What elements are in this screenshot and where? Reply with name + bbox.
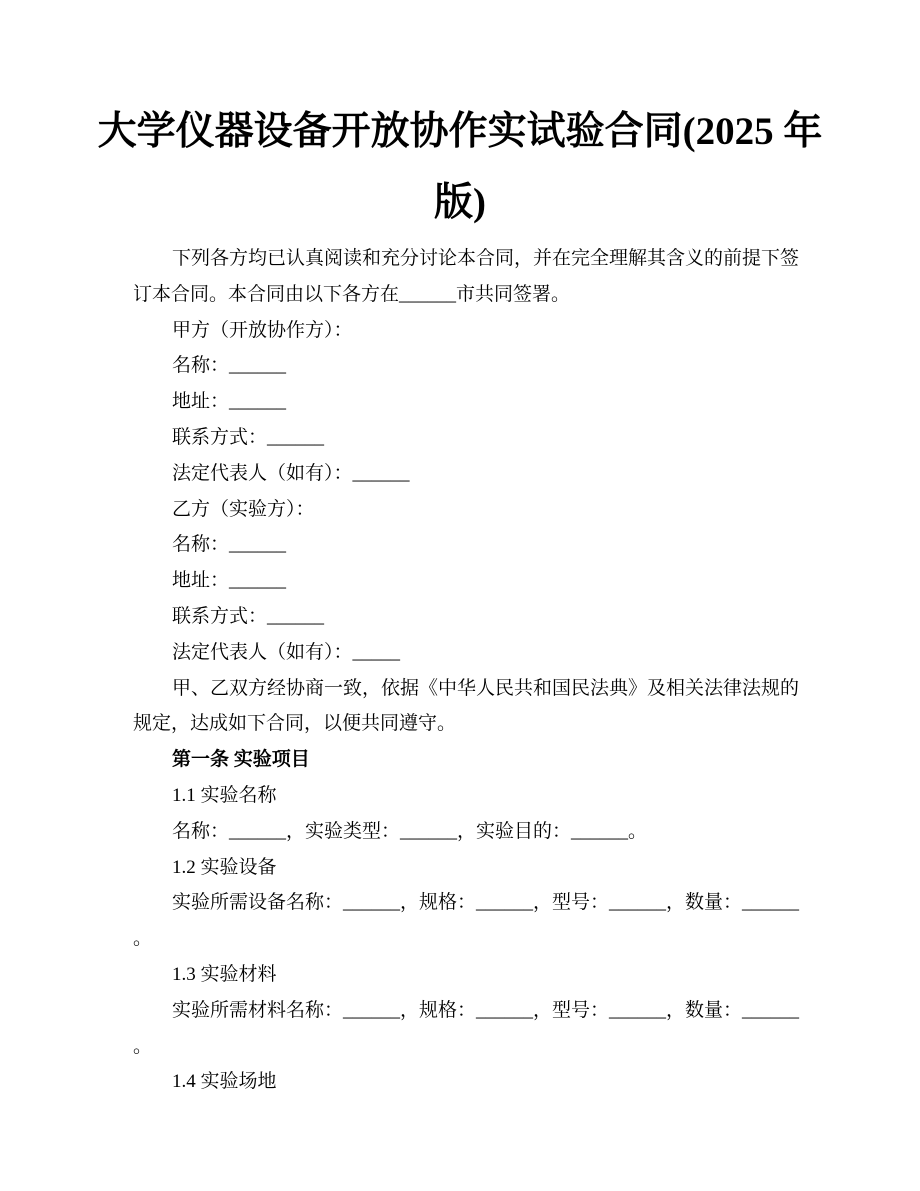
clause-1-3-content-wrap: 。 bbox=[133, 1035, 153, 1057]
party-a-representative-field: 法定代表人（如有）：______ bbox=[172, 462, 410, 484]
party-a-heading: 甲方（开放协作方）： bbox=[172, 319, 353, 341]
party-b-representative-field: 法定代表人（如有）：_____ bbox=[172, 641, 401, 663]
party-b-heading: 乙方（实验方）： bbox=[172, 498, 315, 520]
clause-1-4-heading: 1.4 实验场地 bbox=[172, 1071, 277, 1093]
document-body bbox=[133, 241, 800, 1100]
clause-1-2-heading: 1.2 实验设备 bbox=[172, 856, 277, 878]
party-b-address-field: 地址：______ bbox=[172, 570, 287, 592]
preamble-line-1: 下列各方均已认真阅读和充分讨论本合同，并在完全理解其含义的前提下签 bbox=[172, 248, 800, 269]
party-b-contact-field: 联系方式：______ bbox=[172, 605, 325, 627]
clause-1-2-content-wrap: 。 bbox=[133, 928, 153, 950]
party-a-contact-field: 联系方式：______ bbox=[172, 426, 325, 448]
agreement-basis-line-1: 甲、乙双方经协商一致，依据《中华人民共和国民法典》及相关法律法规的 bbox=[172, 677, 800, 699]
party-a-address-field: 地址：______ bbox=[172, 391, 287, 413]
clause-1-3-content: 实验所需材料名称：______，规格：______，型号：______，数量：______ bbox=[172, 999, 800, 1021]
clause-1-1-heading: 1.1 实验名称 bbox=[172, 784, 277, 806]
clause-1-3-heading: 1.3 实验材料 bbox=[172, 963, 277, 985]
document-title-line-1: 大学仪器设备开放协作实试验合同(2025 年 bbox=[97, 110, 823, 153]
document-title bbox=[0, 0, 920, 238]
document-title-line-2: 版) bbox=[434, 181, 486, 224]
agreement-basis-line-2: 规定，达成如下合同，以便共同遵守。 bbox=[133, 713, 457, 735]
clause-1-1-content: 名称：______，实验类型：______，实验目的：______。 bbox=[172, 820, 648, 842]
party-b-name-field: 名称：______ bbox=[172, 534, 287, 556]
preamble-line-2: 订本合同。本合同由以下各方在______市共同签署。 bbox=[133, 283, 571, 305]
clause-1-2-content: 实验所需设备名称：______，规格：______，型号：______，数量：______ bbox=[172, 892, 800, 914]
party-a-name-field: 名称：______ bbox=[172, 355, 287, 377]
article-1-heading: 第一条 实验项目 bbox=[172, 749, 310, 771]
